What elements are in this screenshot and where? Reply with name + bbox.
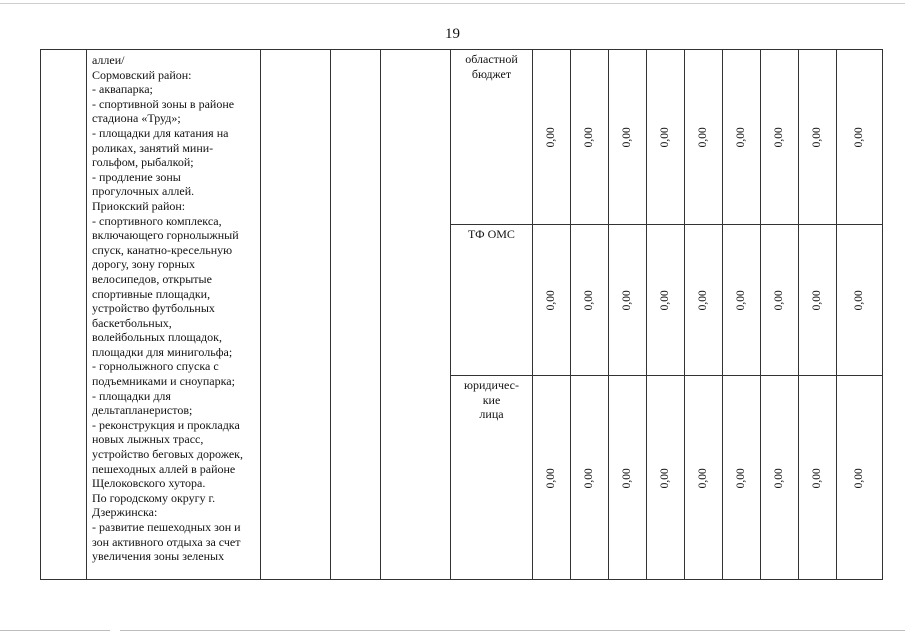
value-text: 0,00 xyxy=(621,467,634,489)
bottom-rule xyxy=(0,630,110,631)
description-line: - спортивного комплекса, xyxy=(92,213,222,228)
description-line: - аквапарка; xyxy=(92,82,153,97)
description-line: дельтапланеристов; xyxy=(92,403,193,418)
value-cell xyxy=(723,225,761,376)
value-cell xyxy=(647,225,685,376)
description-line: включающего горнолыжный xyxy=(92,228,239,243)
value-cell xyxy=(837,50,883,225)
description-line: устройство футбольных xyxy=(92,301,215,316)
value-cell xyxy=(533,225,571,376)
value-cell xyxy=(723,376,761,580)
value-cell xyxy=(533,376,571,580)
description-line: роликах, занятий мини- xyxy=(92,140,214,155)
description-line: Сормовский район: xyxy=(92,67,192,82)
value-cell xyxy=(837,376,883,580)
value-cell xyxy=(533,50,571,225)
value-text: 0,00 xyxy=(853,290,866,311)
description-line: спуск, канатно-кресельную xyxy=(92,242,233,257)
empty-cell xyxy=(261,50,331,580)
value-text: 0,00 xyxy=(545,467,558,489)
value-text: 0,00 xyxy=(583,290,596,311)
value-cell xyxy=(571,225,609,376)
value-cell xyxy=(609,50,647,225)
program-table xyxy=(40,49,883,580)
value-text: 0,00 xyxy=(773,127,786,148)
value-text: 0,00 xyxy=(697,290,710,311)
description-line: увеличения зоны зеленых xyxy=(92,549,225,564)
measure-description xyxy=(87,50,261,580)
value-cell xyxy=(571,50,609,225)
description-line: дорогу, зону горных xyxy=(92,257,196,272)
value-text: 0,00 xyxy=(621,127,634,148)
value-text: 0,00 xyxy=(811,467,824,489)
description-line: - реконструкция и прокладка xyxy=(92,417,240,432)
funding-source-label: юридичес- xyxy=(464,378,519,392)
value-cell xyxy=(571,376,609,580)
funding-source-label: бюджет xyxy=(471,66,512,81)
description-line: спортивные площадки, xyxy=(92,286,211,301)
value-text: 0,00 xyxy=(545,290,558,311)
value-cell xyxy=(799,225,837,376)
funding-source-label: кие xyxy=(482,392,501,407)
description-line: - развитие пешеходных зон и xyxy=(92,520,241,534)
table-body xyxy=(41,50,883,580)
funding-source-label: ТФ ОМС xyxy=(468,227,515,241)
description-line: Дзержинска: xyxy=(92,505,158,520)
description-line: - продление зоны xyxy=(92,169,181,184)
value-cell xyxy=(799,376,837,580)
description-line: гольфом, рыбалкой; xyxy=(92,155,194,170)
value-cell xyxy=(799,50,837,225)
bottom-rule xyxy=(120,630,905,631)
description-line: зон активного отдыха за счет xyxy=(92,534,241,549)
page-number: 19 xyxy=(445,26,460,42)
value-cell xyxy=(685,376,723,580)
value-text: 0,00 xyxy=(811,127,824,148)
value-text: 0,00 xyxy=(811,290,824,311)
funding-source-cell xyxy=(451,376,533,580)
description-line: Приокский район: xyxy=(92,198,186,213)
value-cell xyxy=(609,376,647,580)
description-line: - площадки для катания на xyxy=(92,125,229,140)
value-text: 0,00 xyxy=(583,127,596,148)
empty-cell xyxy=(381,50,451,580)
funding-source-label: областной xyxy=(465,52,518,66)
value-text: 0,00 xyxy=(545,127,558,148)
description-line: - площадки для xyxy=(92,388,171,403)
value-text: 0,00 xyxy=(853,467,866,489)
description-line: площадки для минигольфа; xyxy=(92,344,233,359)
top-rule xyxy=(0,3,905,4)
value-cell xyxy=(609,225,647,376)
description-line: велосипедов, открытые xyxy=(92,271,212,286)
description-line: По городскому округу г. xyxy=(92,490,216,505)
number-cell xyxy=(41,50,87,580)
description-line: волейбольных площадок, xyxy=(92,330,222,345)
value-text: 0,00 xyxy=(697,127,710,148)
description-line: устройство беговых дорожек, xyxy=(92,447,244,462)
value-text: 0,00 xyxy=(583,467,596,489)
funding-source-label: лица xyxy=(479,407,504,422)
description-line: стадиона «Труд»; xyxy=(92,111,181,126)
description-line: новых лыжных трасс, xyxy=(92,432,204,447)
value-text: 0,00 xyxy=(853,127,866,148)
value-cell xyxy=(837,225,883,376)
funding-source-cell xyxy=(451,225,533,376)
description-line: аллеи/ xyxy=(92,53,125,67)
description-line: Щелоковского хутора. xyxy=(92,476,206,491)
value-text: 0,00 xyxy=(659,127,672,148)
description-line: прогулочных аллей. xyxy=(92,184,195,199)
value-cell xyxy=(685,225,723,376)
value-text: 0,00 xyxy=(735,467,748,489)
empty-cell xyxy=(331,50,381,580)
description-line: баскетбольных, xyxy=(92,315,172,330)
value-text: 0,00 xyxy=(735,290,748,311)
table-row xyxy=(41,50,883,225)
value-cell xyxy=(685,50,723,225)
value-cell xyxy=(647,376,685,580)
value-text: 0,00 xyxy=(697,467,710,489)
value-text: 0,00 xyxy=(659,467,672,489)
value-text: 0,00 xyxy=(621,290,634,311)
value-cell xyxy=(761,225,799,376)
value-cell xyxy=(723,50,761,225)
funding-source-cell xyxy=(451,50,533,225)
description-line: - спортивной зоны в районе xyxy=(92,96,235,111)
value-text: 0,00 xyxy=(735,127,748,148)
value-text: 0,00 xyxy=(659,290,672,311)
description-line: пешеходных аллей в районе xyxy=(92,461,236,476)
value-cell xyxy=(761,376,799,580)
value-text: 0,00 xyxy=(773,290,786,311)
description-line: - горнолыжного спуска с xyxy=(92,359,219,374)
value-cell xyxy=(647,50,685,225)
value-cell xyxy=(761,50,799,225)
value-text: 0,00 xyxy=(773,467,786,489)
description-line: подъемниками и сноупарка; xyxy=(92,374,235,389)
